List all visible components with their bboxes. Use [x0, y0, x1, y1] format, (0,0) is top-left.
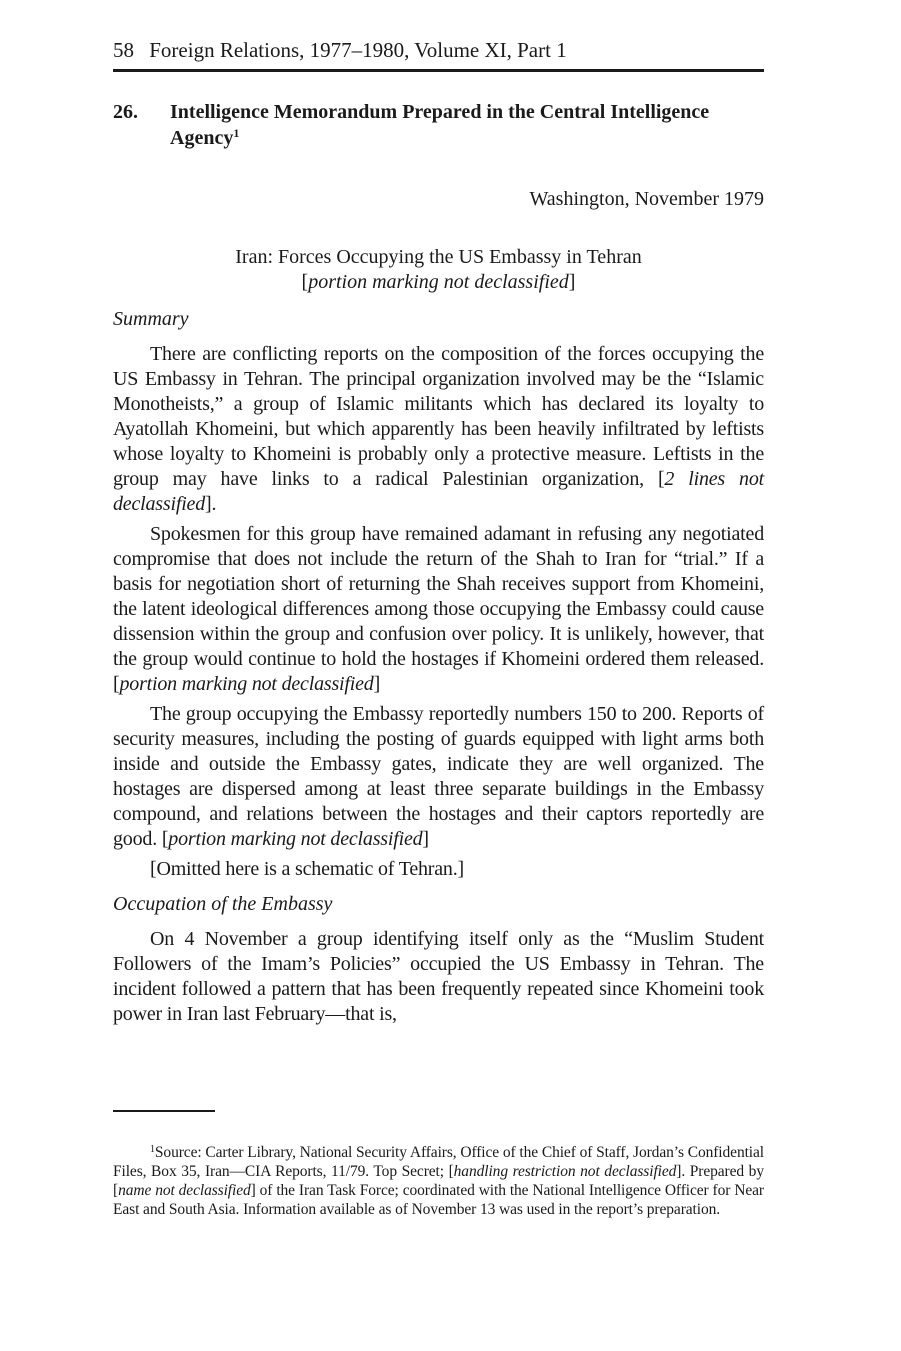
header-rule — [113, 69, 764, 72]
occupation-paragraph-1: On 4 November a group identifying itself only as the “Muslim Student Followers of the Imam’s Policies” occupied the US Embassy in Tehran. The incident followed a pattern that has been frequently repeated since Khomeini took power in Iran last February—that is, — [113, 928, 764, 1025]
document-title-text: Intelligence Memorandum Prepared in the Central Intelligence Agency — [170, 101, 710, 149]
declassification-marking: portion marking not declassified — [168, 828, 423, 850]
omitted-note: [Omitted here is a schematic of Tehran.] — [150, 858, 464, 880]
subject-line — [113, 245, 764, 295]
document-number: 26. — [113, 101, 138, 123]
footnote-marker: 1 — [150, 1143, 155, 1155]
summary-paragraph-1: There are conflicting reports on the composition of the forces occupying the US Embassy in Tehran. The principal organization involved may be the “Islamic Monotheists,” a group of Islamic militants which has declared its loyalty to Ayatollah Khomeini, but which apparently has been heavily infiltrated by leftists whose loyalty to Khomeini is probably only a protective measure. Leftists in the group may have links to a radical Palestinian organization, [2 lines not declassified]. — [113, 343, 764, 515]
page-number: 58 — [113, 38, 134, 62]
paragraph-text: The group occupying the Embassy reportedly numbers 150 to 200. Reports of security measures, including the posting of guards equipped with light arms both inside and outside the Embassy gates, indicate they are well organized. The hostages are dispersed among at least three separate buildings in the Embassy compound, and relations between the hostages and their captors reportedly are good. — [113, 703, 764, 850]
footnote-reference[interactable]: 1 — [233, 126, 240, 140]
footnote-text: of the Iran Task Force; coordinated with the National Intelligence Officer for Near East and South Asia. Information available as of November 13 was used in the report’s preparation. — [113, 1181, 764, 1218]
paragraph-text: There are conflicting reports on the composition of the forces occupying the US Embassy in Tehran. The principal organization involved may be the “Islamic Monotheists,” a group of Islamic militants which has declared its loyalty to Ayatollah Khomeini, but which apparently has been heavily infiltrated by leftists whose loyalty to Khomeini is probably only a protective measure. Leftists in the group may have links to a radical Palestinian organization, — [113, 343, 764, 490]
declassification-marking: portion marking not declassified — [119, 673, 374, 695]
paragraph-text: Spokesmen for this group have remained adamant in refusing any negotiated compromise that does not include the return of the Shah to Iran for “trial.” If a basis for negotiation short of returning the Shah receives support from Khomeini, the latent ideological differences among those occupying the Embassy could cause dissension within the group and confusion over policy. It is unlikely, however, that the group would continue to hold the hostages if Khomeini ordered them released. — [113, 523, 764, 670]
subject-title: Iran: Forces Occupying the US Embassy in Tehran — [235, 246, 642, 268]
declassification-marking: handling restriction not declassified — [453, 1162, 677, 1180]
running-header — [113, 37, 764, 63]
summary-heading: Summary — [113, 308, 189, 330]
dateline: Washington, November 1979 — [529, 188, 764, 210]
declassification-marking: name not declassified — [118, 1181, 251, 1199]
subject-marking: [portion marking not declassified] — [301, 271, 576, 293]
footnote-text: . Prepared by — [681, 1162, 764, 1180]
document-heading — [113, 99, 713, 151]
footnote-text: Source: Carter Library, National Security Affairs, Office of the Chief of Staff, Jordan’s Confidential Files, Box 35, Iran—CIA Reports, 11/79. Top Secret; — [113, 1143, 764, 1180]
summary-paragraph-2: Spokesmen for this group have remained adamant in refusing any negotiated compromise that does not include the return of the Shah to Iran for “trial.” If a basis for negotiation short of returning the Shah receives support from Khomeini, the latent ideological differences among those occupying the Embassy could cause dissension within the group and confusion over policy. It is unlikely, however, that the group would continue to hold the hostages if Khomeini ordered them released. [portion marking not declassified] — [113, 523, 764, 695]
volume-title: Foreign Relations, 1977–1980, Volume XI, Part 1 — [149, 38, 567, 62]
subject-marking-text: portion marking not declassified — [308, 271, 569, 293]
document-title — [170, 99, 713, 151]
memo-body — [113, 307, 764, 1032]
summary-paragraph-3: The group occupying the Embassy reportedly numbers 150 to 200. Reports of security measures, including the posting of guards equipped with light arms both inside and outside the Embassy gates, indicate they are well organized. The hostages are dispersed among at least three separate buildings in the Embassy compound, and relations between the hostages and their captors reportedly are good. [portion marking not declassified] — [113, 703, 764, 850]
footnote-rule — [113, 1110, 215, 1112]
declassification-marking: 2 lines not declassified — [113, 468, 764, 515]
occupation-heading: Occupation of the Embassy — [113, 893, 333, 915]
footnote: $^1$Source: Carter Library, National Security Affairs, Office of the Chief of Staff, Jordan’s Confidential Files, Box 35, Iran—CIA Reports, 11/79. Top Secret; [handling restriction not declassified]. Prepared by [name not declassified] of the Iran Task Force; coordinated with the National Intelligence Officer for Near East and South Asia. Information available as of November 13 was used in the report’s preparation. — [113, 1143, 764, 1218]
